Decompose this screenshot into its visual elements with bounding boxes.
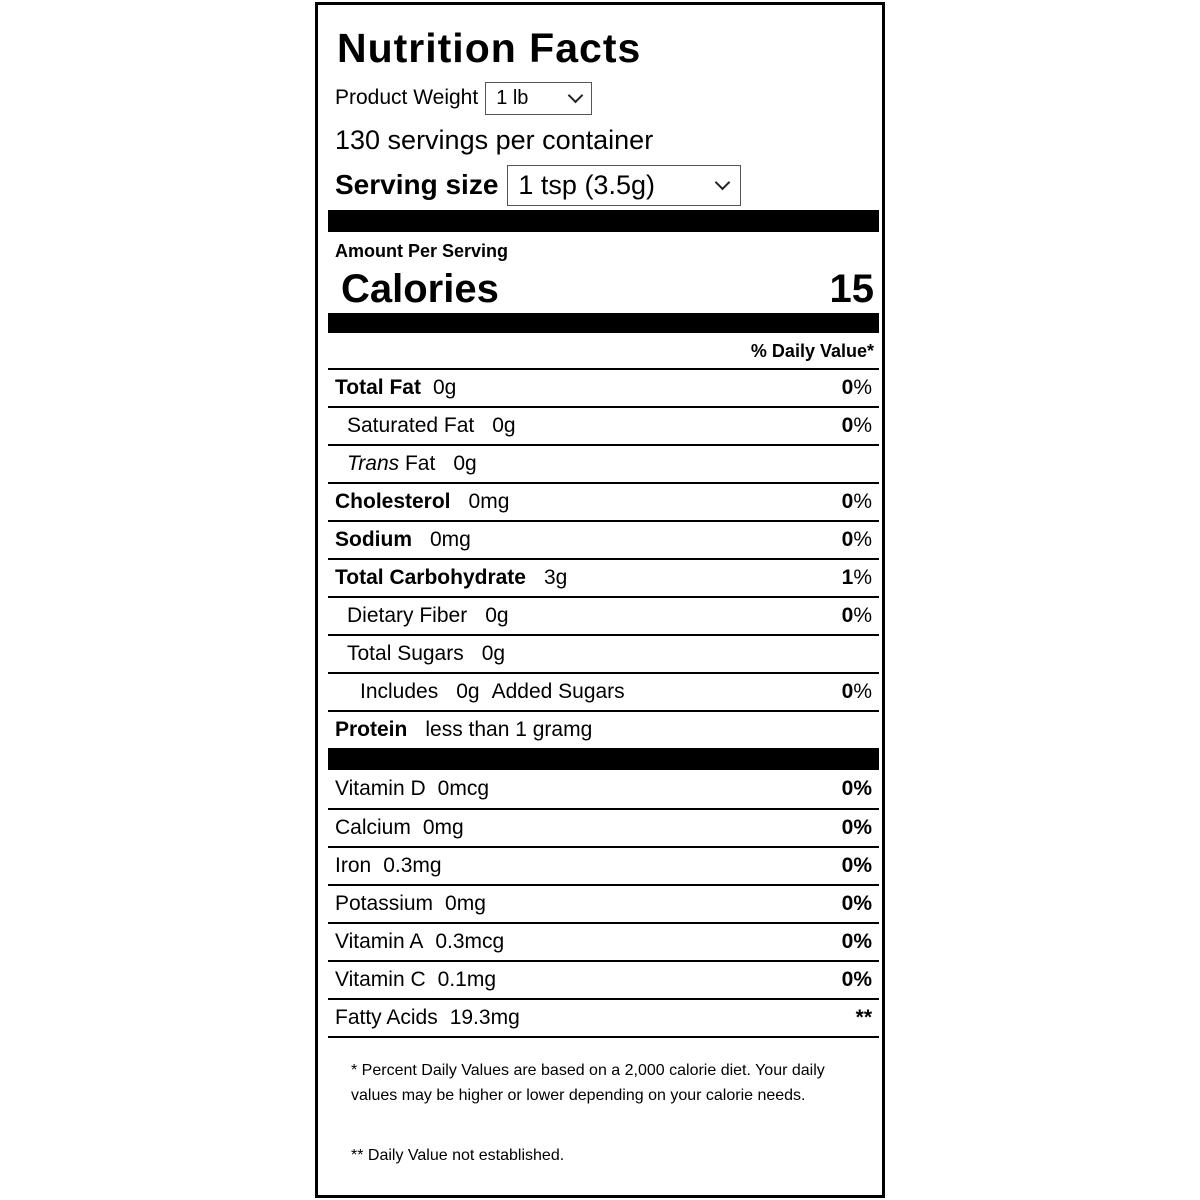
nutrient-amount: 3g	[543, 566, 568, 589]
nutrient-name: Fat	[399, 452, 436, 475]
vitamin-name: Vitamin D	[335, 777, 426, 800]
nutrient-amount: 0g	[432, 376, 457, 399]
serving-size-row	[335, 163, 741, 207]
product-weight-value: 1 lb	[496, 86, 529, 109]
nutrient-amount: 0g	[456, 680, 480, 703]
thick-divider	[328, 748, 879, 770]
servings-per-container: 130 servings per container	[335, 125, 654, 155]
daily-value-number: 0	[841, 414, 854, 437]
nutrient-row-added-sugars	[328, 674, 879, 710]
daily-value-percent-sign: %	[853, 566, 872, 589]
daily-value-percent-sign: %	[853, 604, 872, 627]
vitamin-daily-value: 0%	[841, 930, 872, 953]
daily-value-percent-sign: %	[853, 680, 872, 703]
nutrient-row-cholesterol	[328, 484, 879, 520]
nutrient-amount: 0g	[485, 604, 509, 627]
vitamin-name: Fatty Acids	[335, 1006, 438, 1029]
nutrient-row-total-carbohydrate	[328, 560, 879, 596]
daily-value-header: % Daily Value*	[750, 341, 874, 361]
vitamin-row-vitamin-d	[328, 771, 879, 807]
nutrient-suffix: Added Sugars	[491, 680, 625, 703]
vitamin-amount: 0mg	[445, 892, 486, 915]
vitamin-daily-value: 0%	[841, 968, 872, 991]
not-established-footnote: ** Daily Value not established.	[351, 1147, 565, 1164]
nutrient-name: Sodium	[335, 528, 412, 551]
daily-value-number: 0	[841, 604, 854, 627]
serving-size-label: Serving size	[335, 169, 499, 200]
vitamin-name: Iron	[335, 854, 372, 877]
vitamin-name: Vitamin C	[335, 968, 426, 991]
nutrient-name: Protein	[335, 718, 408, 741]
product-weight-label: Product Weight	[335, 86, 479, 109]
vitamin-amount: 0.3mcg	[435, 930, 505, 953]
daily-value-percent-sign: %	[853, 490, 872, 513]
chevron-down-icon	[715, 174, 731, 190]
product-weight-row	[335, 80, 592, 116]
daily-values-footnote: * Percent Daily Values are based on a 2,000 calorie diet. Your daily values may be higher or lower depending on your calorie needs.	[351, 1062, 825, 1104]
nutrient-name: Total Carbohydrate	[335, 566, 526, 589]
nutrient-row-dietary-fiber	[328, 598, 879, 634]
thick-divider	[328, 313, 879, 333]
nutrient-row-total-sugars	[328, 636, 879, 672]
thick-divider	[328, 210, 879, 232]
nutrient-row-sodium	[328, 522, 879, 558]
vitamin-row-vitamin-c	[328, 962, 879, 998]
divider	[328, 1036, 879, 1038]
nutrient-name: Total Fat	[335, 376, 421, 399]
vitamin-row-iron	[328, 848, 879, 884]
vitamin-name: Potassium	[335, 892, 434, 915]
daily-value-number: 0	[841, 490, 854, 513]
vitamin-daily-value: 0%	[841, 892, 872, 915]
daily-value-number: 0	[841, 528, 854, 551]
calories-label: Calories	[341, 267, 499, 311]
nutrient-name-italic: Trans	[347, 452, 400, 475]
daily-value-number: 0	[841, 680, 854, 703]
daily-value-percent-sign: %	[853, 528, 872, 551]
vitamin-daily-value: 0%	[841, 816, 872, 839]
nutrient-amount: 0g	[453, 452, 477, 475]
vitamin-row-calcium	[328, 810, 879, 846]
nutrient-amount: 0mg	[430, 528, 471, 551]
vitamin-daily-value: 0%	[841, 854, 872, 877]
label-title: Nutrition Facts	[337, 25, 642, 71]
vitamin-name: Vitamin A	[335, 930, 424, 953]
nutrition-facts-label	[315, 2, 885, 1198]
vitamin-row-vitamin-a	[328, 924, 879, 960]
calories-value: 15	[829, 267, 874, 311]
nutrient-amount: 0g	[481, 642, 506, 665]
nutrient-row-saturated-fat	[328, 408, 879, 444]
daily-value-percent-sign: %	[853, 414, 872, 437]
nutrient-name: Saturated Fat	[347, 414, 475, 437]
daily-value-number: 1	[841, 566, 854, 589]
daily-value-percent-sign: %	[853, 376, 872, 399]
nutrient-row-total-fat	[328, 370, 879, 406]
vitamin-amount: 19.3mg	[449, 1006, 520, 1029]
vitamin-amount: 0.1mg	[437, 968, 497, 991]
nutrient-name: Cholesterol	[335, 490, 451, 513]
product-weight-select[interactable]	[485, 82, 592, 115]
chevron-down-icon	[568, 87, 584, 103]
vitamin-row-potassium	[328, 886, 879, 922]
nutrient-name: Total Sugars	[347, 642, 464, 665]
vitamin-amount: 0mg	[422, 816, 464, 839]
vitamin-daily-value: 0%	[841, 777, 872, 800]
nutrient-amount: 0mg	[468, 490, 510, 513]
vitamin-amount: 0.3mg	[383, 854, 442, 877]
serving-size-value: 1 tsp (3.5g)	[518, 169, 655, 200]
nutrient-row-protein	[328, 712, 879, 748]
serving-size-select[interactable]	[507, 165, 741, 206]
vitamin-daily-value: **	[855, 1006, 872, 1029]
nutrient-name: Dietary Fiber	[347, 604, 468, 627]
nutrient-amount: less than 1 gramg	[425, 718, 593, 741]
amount-per-serving: Amount Per Serving	[335, 241, 509, 261]
vitamin-name: Calcium	[335, 816, 411, 839]
vitamin-row-fatty-acids	[328, 1000, 879, 1036]
daily-value-number: 0	[841, 376, 854, 399]
nutrient-row-trans-fat	[328, 446, 879, 482]
nutrient-amount: 0g	[492, 414, 516, 437]
vitamin-amount: 0mcg	[437, 777, 490, 800]
nutrient-name: Includes	[360, 680, 439, 703]
